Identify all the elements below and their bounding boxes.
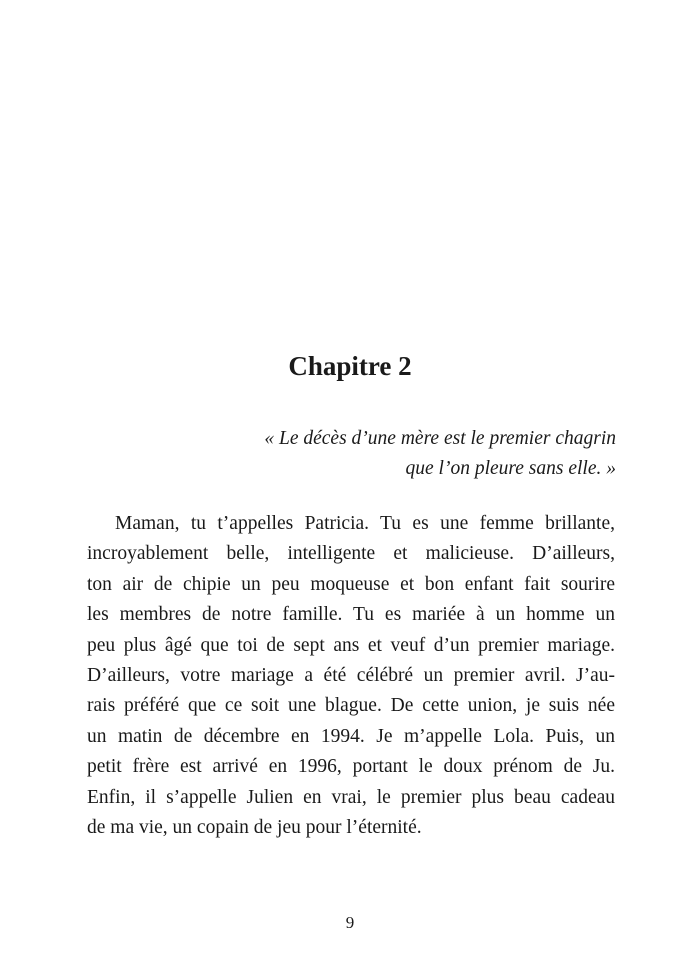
body-paragraph	[87, 509, 615, 843]
paragraph-line: Maman, tu t’appelles Patricia. Tu es une femme brillante,	[115, 513, 615, 534]
epigraph-line: que l’on pleure sans elle. »	[405, 458, 616, 479]
paragraph-line: D’ailleurs, votre mariage a été célébré un premier avril. J’au-	[87, 664, 615, 686]
paragraph-line: Enfin, il s’appelle Julien en vrai, le premier plus beau cadeau	[87, 786, 615, 808]
paragraph-line: de ma vie, un copain de jeu pour l’éternité.	[87, 816, 422, 838]
page-number: 9	[345, 913, 355, 932]
chapter-title: Chapitre 2	[288, 351, 412, 382]
paragraph-line: les membres de notre famille. Tu es mariée à un homme un	[87, 604, 615, 626]
paragraph-line: peu plus âgé que toi de sept ans et veuf d’un premier mariage.	[87, 634, 615, 656]
paragraph-line: rais préféré que ce soit une blague. De cette union, je suis née	[87, 695, 615, 717]
paragraph-line: petit frère est arrivé en 1996, portant le doux prénom de Ju.	[87, 756, 615, 778]
paragraph-line: un matin de décembre en 1994. Je m’appelle Lola. Puis, un	[87, 725, 615, 747]
epigraph-line: « Le décès d’une mère est le premier chagrin	[264, 428, 616, 449]
paragraph-line: incroyablement belle, intelligente et malicieuse. D’ailleurs,	[87, 543, 615, 565]
epigraph-quote	[156, 424, 616, 484]
paragraph-line: ton air de chipie un peu moqueuse et bon enfant fait sourire	[87, 573, 615, 595]
